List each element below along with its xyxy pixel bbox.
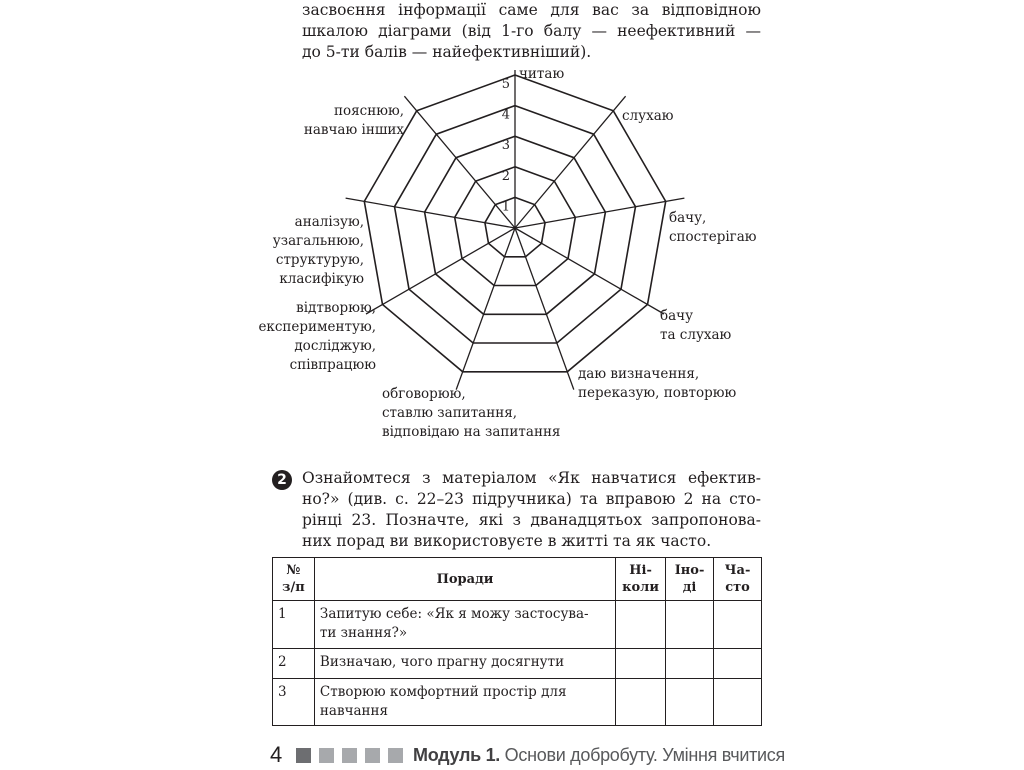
axis-label xyxy=(273,214,364,287)
scale-label: 2 xyxy=(501,168,510,184)
task-line: них порад ви використовуєте в житті та як часто. xyxy=(302,532,712,550)
row-text: Визначаю, чого прагну досягнути xyxy=(314,649,615,679)
radar-axis xyxy=(515,228,574,390)
progress-square xyxy=(342,748,357,763)
axis-label xyxy=(669,210,757,245)
axis-label-line: класифікую xyxy=(279,271,364,287)
axis-label-line: обговорюю, xyxy=(382,386,466,402)
table-row xyxy=(273,679,762,726)
axis-label-line: аналізую, xyxy=(294,214,364,230)
task-line: но?» (див. с. 22–23 підручника) та вправою 2 на сто- xyxy=(302,490,761,508)
axis-label-line: ставлю запитання, xyxy=(382,405,518,421)
radar-axis xyxy=(456,228,515,390)
cell-never[interactable] xyxy=(616,601,666,649)
page-number: 4 xyxy=(270,742,283,767)
task-number-badge: 2 xyxy=(272,470,292,490)
axis-label xyxy=(578,366,736,401)
scale-label: 1 xyxy=(501,199,510,215)
cell-often[interactable] xyxy=(714,649,762,679)
cell-sometimes[interactable] xyxy=(666,649,714,679)
axis-label-line: переказую, повторюю xyxy=(578,385,737,401)
progress-square xyxy=(296,748,311,763)
cell-never[interactable] xyxy=(616,679,666,726)
header-often: Ча- сто xyxy=(714,558,762,601)
header-number: № з/п xyxy=(273,558,315,601)
axis-label xyxy=(622,108,674,124)
radar-axis xyxy=(515,228,664,314)
intro-line: до 5-ти балів — найефективніший). xyxy=(302,43,592,61)
table-row xyxy=(273,649,762,679)
cell-sometimes[interactable] xyxy=(666,601,714,649)
axis-label-line: навчаю інших xyxy=(303,122,404,138)
axis-label-line: спостерігаю xyxy=(669,229,757,245)
axis-label-line: експериментую, xyxy=(258,319,376,335)
task-line: Ознайомтеся з матеріалом «Як навчатися ефектив- xyxy=(302,469,761,487)
progress-square xyxy=(388,748,403,763)
axis-label xyxy=(304,103,405,138)
intro-line: засвоєння інформації саме для вас за відповідною xyxy=(302,1,761,19)
axis-label xyxy=(382,386,560,440)
row-number: 2 xyxy=(273,649,315,679)
axis-label-line: даю визначення, xyxy=(578,366,700,382)
scale-label: 5 xyxy=(501,77,510,92)
cell-often[interactable] xyxy=(714,601,762,649)
axis-label-line: та слухаю xyxy=(660,327,732,343)
cell-often[interactable] xyxy=(714,679,762,726)
row-number: 1 xyxy=(273,601,315,649)
axis-label-line: слухаю xyxy=(622,108,674,124)
scale-label: 4 xyxy=(501,107,510,123)
axis-label-line: читаю xyxy=(519,66,565,82)
header-never: Ні- коли xyxy=(616,558,666,601)
header-tips: Поради xyxy=(314,558,615,601)
axis-label-line: бачу, xyxy=(669,210,707,226)
task-line: рінці 23. Позначте, які з дванадцятьох запропонова- xyxy=(302,511,761,529)
header-sometimes: Іно- ді xyxy=(666,558,714,601)
axis-label-line: відповідаю на запитання xyxy=(382,424,561,440)
axis-label-line: структурую, xyxy=(275,252,364,268)
task-paragraph xyxy=(302,468,761,552)
row-number: 3 xyxy=(273,679,315,726)
row-text: Запитую себе: «Як я можу застосува- ти знання?» xyxy=(314,601,615,649)
table-header-row xyxy=(273,558,762,601)
row-text: Створюю комфортний простір для навчання xyxy=(314,679,615,726)
radar-axis xyxy=(366,228,515,314)
progress-square xyxy=(319,748,334,763)
intro-line: шкалою діаграми (від 1-го балу — неефективний — xyxy=(302,22,761,40)
axis-label-line: співпрацюю xyxy=(289,357,376,373)
axis-label-line: відтворюю, xyxy=(296,300,376,316)
tips-table xyxy=(272,557,762,726)
page-footer xyxy=(270,740,785,770)
module-title: Модуль 1. Основи добробуту. Уміння вчитися xyxy=(413,744,785,765)
axis-label xyxy=(258,300,376,373)
axis-label xyxy=(519,66,564,82)
cell-never[interactable] xyxy=(616,649,666,679)
axis-label-line: бачу xyxy=(660,308,694,324)
cell-sometimes[interactable] xyxy=(666,679,714,726)
axis-label-line: узагальнюю, xyxy=(272,233,364,249)
axis-label-line: пояснюю, xyxy=(334,103,404,119)
axis-label xyxy=(660,308,732,343)
table-row xyxy=(273,601,762,649)
progress-square xyxy=(365,748,380,763)
scale-label: 3 xyxy=(501,138,510,154)
axis-label-line: досліджую, xyxy=(294,338,376,354)
